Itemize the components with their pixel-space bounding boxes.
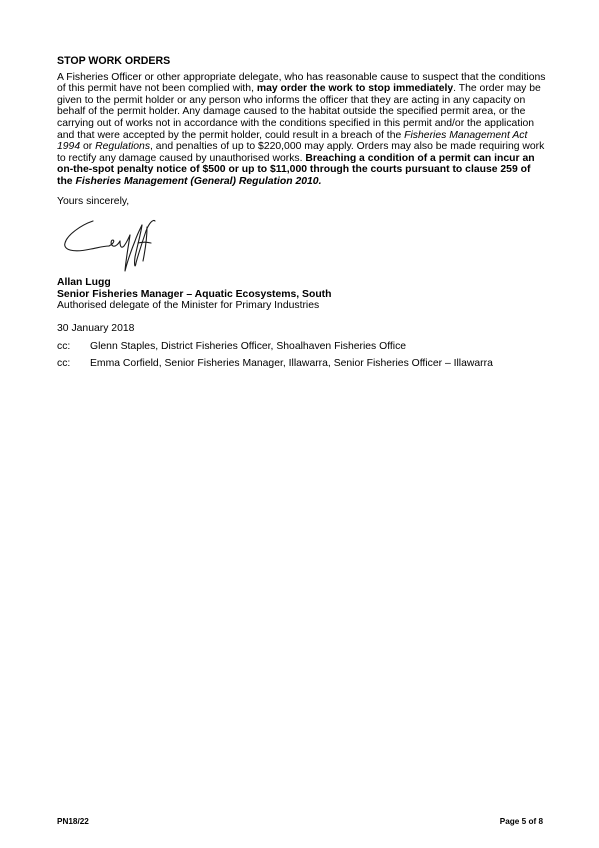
paragraph-text-3: or (80, 141, 96, 153)
paragraph-text-1: A Fisheries Officer or other appropriate delegate, who has reasonable cause to suspect that the conditions of this permit have not been complied with, (57, 71, 546, 95)
signature-image (63, 213, 163, 275)
cc-label: cc: (57, 358, 71, 370)
page-content (57, 56, 547, 370)
closing-salutation: Yours sincerely, (57, 195, 130, 207)
paragraph-text-2: . The order may be given to the permit holder or any person who informs the officer that they are acting in any capacity on behalf of the permit holder. Any damage caused to the habitat outside the specified permit area, or the carrying out of works not in accordance with the conditions specified in this permit and/or the application and that were accepted by the permit holder, could result in a breach of the (57, 83, 541, 141)
penalty-warning: Breaching a condition of a permit can incur an on-the-spot penalty notice of $500 or up to $11,000 through the courts pursuant to clause 259 of the (57, 152, 535, 187)
cc-recipient: Glenn Staples, District Fisheries Officer, Shoalhaven Fisheries Office (90, 340, 407, 352)
signer-authority: Authorised delegate of the Minister for Primary Industries (57, 300, 320, 312)
signer-block (57, 277, 547, 312)
paragraph-emphasis-stop: may order the work to stop immediately (256, 83, 454, 95)
cc-label: cc: (57, 340, 71, 352)
cc-row (57, 341, 547, 353)
signer-title: Senior Fisheries Manager – Aquatic Ecosystems, South (57, 288, 332, 300)
paragraph-text-4: , and penalties of up to $220,000 may apply. Orders may also be made requiring work to rectify any damage caused by unauthorised works. (57, 141, 545, 164)
cc-recipient: Emma Corfield, Senior Fisheries Manager, Illawarra, Senior Fisheries Officer – Illawarra (90, 358, 493, 370)
stop-work-paragraph (57, 72, 547, 188)
letter-date: 30 January 2018 (57, 322, 135, 334)
cc-row (57, 358, 547, 370)
signer-name: Allan Lugg (57, 277, 111, 289)
footer-reference: PN18/22 (57, 817, 89, 826)
section-heading: STOP WORK ORDERS (57, 55, 171, 67)
act-reference: Fisheries Management Act 1994 (57, 129, 528, 153)
regulation-title: Fisheries Management (General) Regulation 2010. (75, 175, 322, 187)
footer-page-number: Page 5 of 8 (499, 817, 543, 826)
regulations-reference: Regulations (95, 141, 151, 153)
